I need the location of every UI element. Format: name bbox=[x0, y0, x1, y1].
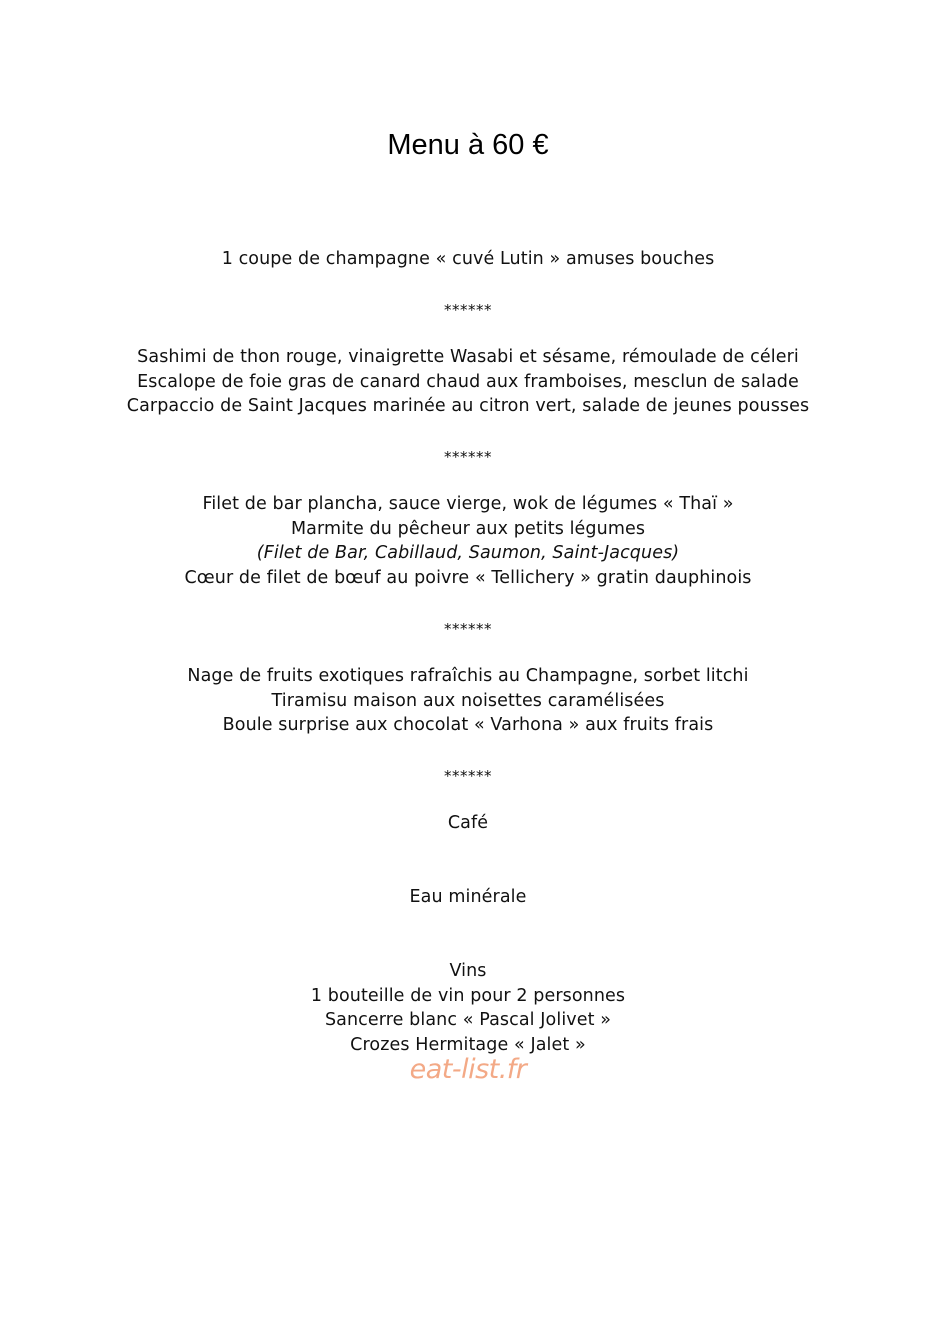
starter-item: Escalope de foie gras de canard chaud aux framboises, mesclun de salade bbox=[137, 371, 799, 392]
wine-item: 1 bouteille de vin pour 2 personnes bbox=[310, 985, 626, 1006]
separator: ****** bbox=[444, 767, 492, 785]
watermark-logo: eat-list.fr bbox=[409, 1054, 527, 1085]
starters-section bbox=[0, 345, 936, 419]
separator: ****** bbox=[444, 620, 492, 638]
starter-item: Sashimi de thon rouge, vinaigrette Wasabi et sésame, rémoulade de céleri bbox=[137, 347, 799, 367]
main-item: Marmite du pêcheur aux petits légumes bbox=[290, 518, 646, 539]
mains-section bbox=[0, 492, 936, 590]
wines-heading: Vins bbox=[449, 961, 487, 981]
dessert-item: Boule surprise aux chocolat « Varhona » aux fruits frais bbox=[222, 715, 714, 735]
dessert-item: Tiramisu maison aux noisettes caramélisées bbox=[271, 690, 665, 711]
page-title: Menu à 60 € bbox=[387, 129, 549, 161]
main-item: Filet de bar plancha, sauce vierge, wok de légumes « Thaï » bbox=[202, 494, 734, 514]
separator: ****** bbox=[444, 448, 492, 466]
water-text: Eau minérale bbox=[409, 887, 527, 907]
wine-item: Sancerre blanc « Pascal Jolivet » bbox=[324, 1010, 612, 1030]
coffee-line bbox=[0, 811, 936, 836]
main-item: Cœur de filet de bœuf au poivre « Tellichery » gratin dauphinois bbox=[184, 567, 752, 588]
intro-text: 1 coupe de champagne « cuvé Lutin » amuses bouches bbox=[221, 249, 715, 269]
water-line bbox=[0, 885, 936, 910]
intro-line bbox=[0, 247, 936, 272]
starter-item: Carpaccio de Saint Jacques marinée au citron vert, salade de jeunes pousses bbox=[126, 396, 810, 416]
desserts-section bbox=[0, 664, 936, 738]
main-item-detail: (Filet de Bar, Cabillaud, Saumon, Saint-Jacques) bbox=[256, 543, 680, 563]
wines-section bbox=[0, 959, 936, 1057]
separator: ****** bbox=[444, 301, 492, 319]
wine-item: Crozes Hermitage « Jalet » bbox=[350, 1034, 586, 1055]
dessert-item: Nage de fruits exotiques rafraîchis au Champagne, sorbet litchi bbox=[187, 666, 749, 686]
coffee-text: Café bbox=[447, 813, 489, 833]
